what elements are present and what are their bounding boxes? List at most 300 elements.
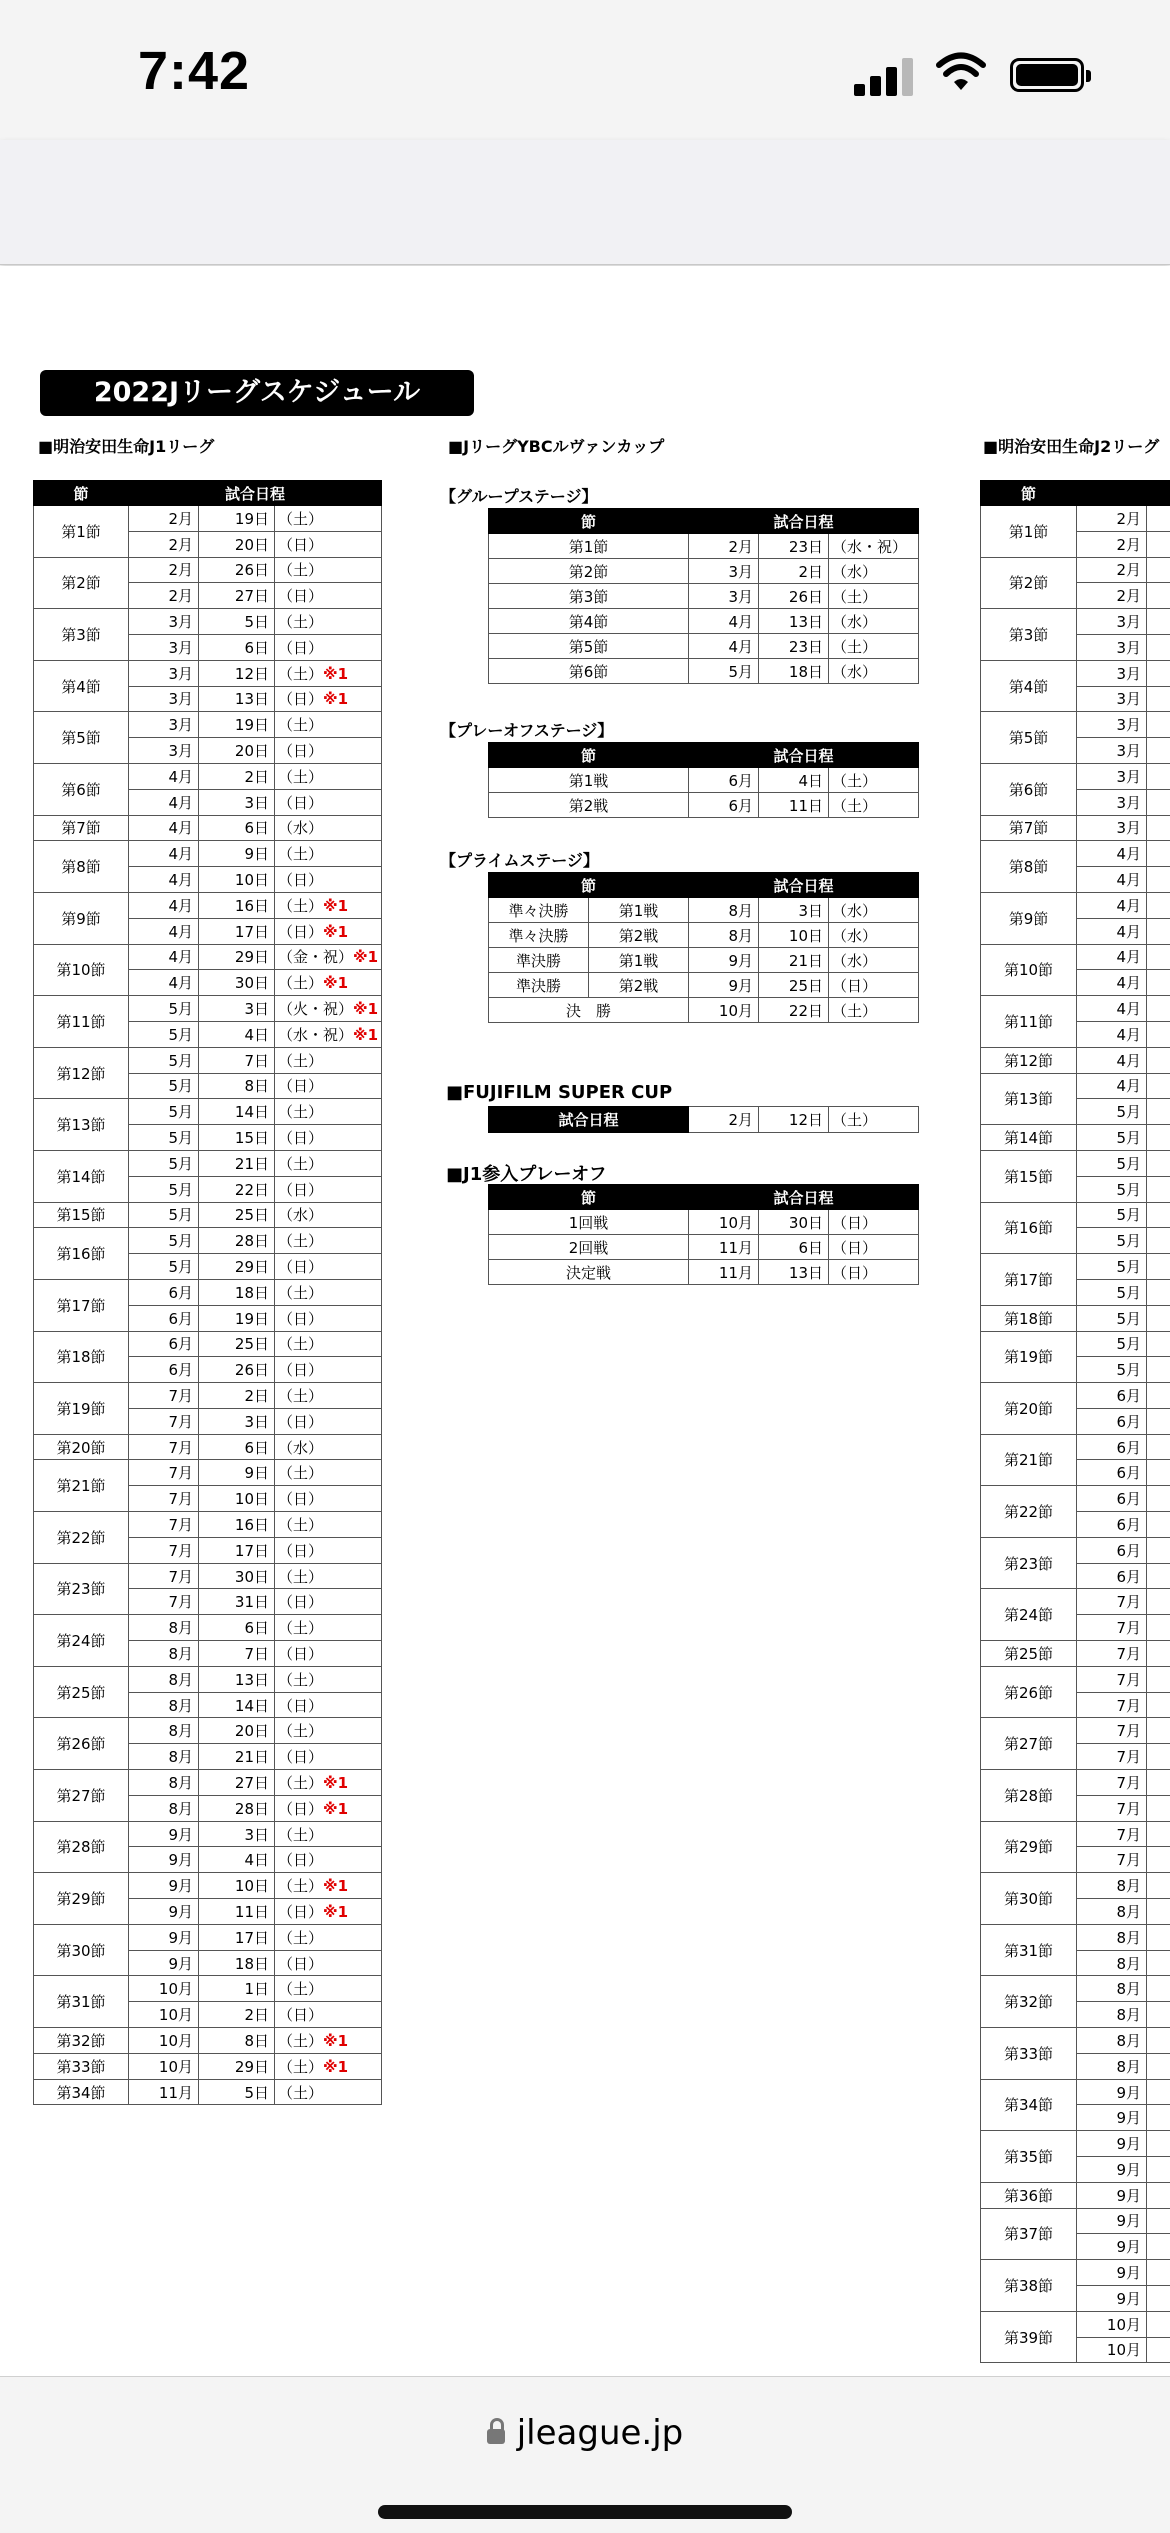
weekday-cell [275, 944, 382, 970]
section-cell: 第3節 [489, 584, 689, 609]
weekday-text: （日） [278, 1542, 323, 1560]
section-cell: 第29節 [34, 1873, 129, 1925]
weekday-cell [275, 1150, 382, 1176]
day-cell [1147, 763, 1170, 789]
day-cell [1147, 2234, 1170, 2260]
section-cell: 第24節 [34, 1615, 129, 1667]
month-cell: 4月 [129, 944, 199, 970]
day-cell: 28日 [199, 1795, 275, 1821]
url-text: jleague.jp [517, 2413, 684, 2453]
table-row [34, 1383, 382, 1409]
section-cell: 第2節 [981, 557, 1077, 609]
section-cell: 第14節 [981, 1125, 1077, 1151]
weekday-cell [275, 1357, 382, 1383]
weekday-text: （日） [278, 1645, 323, 1663]
day-cell: 31日 [199, 1589, 275, 1615]
weekday-cell [275, 1744, 382, 1770]
note-marker: ※1 [323, 2032, 348, 2050]
month-cell: 3月 [1077, 789, 1147, 815]
month-cell: 10月 [1077, 2337, 1147, 2363]
cellular-signal-icon [854, 56, 916, 96]
month-cell: 7月 [129, 1383, 199, 1409]
weekday-text: （土） [278, 1877, 323, 1895]
section-cell: 第12節 [34, 1047, 129, 1099]
day-cell: 5日 [199, 609, 275, 635]
section-cell: 第3節 [981, 609, 1077, 661]
weekday-text: （土） [278, 510, 323, 528]
weekday-cell: （土） [829, 634, 919, 659]
day-cell [1147, 1228, 1170, 1254]
section-cell: 第2戦 [489, 793, 689, 818]
note-marker: ※1 [323, 1903, 348, 1921]
section-cell: 第7節 [981, 815, 1077, 841]
day-cell: 30日 [199, 970, 275, 996]
lock-icon [487, 2429, 505, 2444]
month-cell: 9月 [1077, 2157, 1147, 2183]
j2-schedule-table [980, 480, 1170, 2363]
section-cell: 第34節 [34, 2079, 129, 2105]
day-cell: 26日 [199, 557, 275, 583]
weekday-text: （土） [278, 1671, 323, 1689]
table-row [34, 2028, 382, 2054]
section-cell: 第27節 [34, 1770, 129, 1822]
month-cell: 9月 [1077, 2234, 1147, 2260]
day-cell: 11日 [759, 793, 829, 818]
weekday-text: （日） [278, 1800, 323, 1818]
section-cell: 第11節 [981, 996, 1077, 1048]
month-cell: 7月 [1077, 1821, 1147, 1847]
day-cell: 19日 [199, 712, 275, 738]
table-row [34, 1924, 382, 1950]
day-cell: 6日 [199, 815, 275, 841]
month-cell: 3月 [1077, 815, 1147, 841]
table-row [489, 923, 919, 948]
j1playoff-table [488, 1184, 919, 1285]
weekday-text: （土） [278, 1568, 323, 1586]
table-row [981, 1770, 1170, 1796]
weekday-cell [275, 867, 382, 893]
j1-heading: ■明治安田生命J1リーグ [38, 434, 214, 457]
table-row [34, 892, 382, 918]
month-cell: 2月 [1077, 557, 1147, 583]
month-cell: 6月 [129, 1305, 199, 1331]
table-row [34, 1615, 382, 1641]
weekday-text: （土） [278, 2058, 323, 2076]
section-cell: 第27節 [981, 1718, 1077, 1770]
month-cell: 7月 [129, 1460, 199, 1486]
table-row [34, 815, 382, 841]
month-cell: 5月 [1077, 1305, 1147, 1331]
month-cell: 4月 [1077, 918, 1147, 944]
table-row [34, 1099, 382, 1125]
leg-cell: 第1戦 [589, 948, 689, 973]
weekday-cell [275, 1950, 382, 1976]
month-cell: 3月 [689, 584, 759, 609]
section-cell: 第10節 [34, 944, 129, 996]
note-marker: ※1 [353, 1000, 378, 1018]
group-stage-label: 【グループステージ】 [440, 484, 597, 507]
table-row [981, 1047, 1170, 1073]
note-marker: ※1 [323, 665, 348, 683]
month-cell: 3月 [129, 686, 199, 712]
month-cell: 3月 [129, 712, 199, 738]
day-cell [1147, 2182, 1170, 2208]
day-cell: 3日 [199, 1408, 275, 1434]
table-row [981, 1125, 1170, 1151]
weekday-text: （土） [278, 1929, 323, 1947]
home-indicator[interactable] [378, 2505, 792, 2519]
supercup-day: 12日 [759, 1107, 829, 1133]
section-cell: 第21節 [34, 1460, 129, 1512]
month-cell: 5月 [1077, 1279, 1147, 1305]
weekday-text: （土） [278, 1516, 323, 1534]
table-row [981, 2311, 1170, 2337]
browser-bottom-bar [0, 2376, 1170, 2533]
day-cell [1147, 738, 1170, 764]
month-cell: 4月 [129, 918, 199, 944]
note-marker: ※1 [323, 923, 348, 941]
month-cell: 11月 [129, 2079, 199, 2105]
schedule-document[interactable] [0, 266, 1170, 2376]
month-cell: 6月 [689, 793, 759, 818]
weekday-cell [275, 686, 382, 712]
day-cell: 25日 [199, 1331, 275, 1357]
supercup-table [488, 1106, 919, 1133]
month-cell: 8月 [1077, 1976, 1147, 2002]
section-cell: 第20節 [981, 1383, 1077, 1435]
weekday-cell [275, 531, 382, 557]
day-cell [1147, 1383, 1170, 1409]
section-cell: 第15節 [981, 1150, 1077, 1202]
month-cell: 8月 [1077, 1873, 1147, 1899]
table-row [34, 2079, 382, 2105]
month-cell: 9月 [129, 1821, 199, 1847]
month-cell: 3月 [1077, 738, 1147, 764]
table-row [981, 1976, 1170, 2002]
weekday-text: （日） [278, 1955, 323, 1973]
weekday-cell [275, 712, 382, 738]
prime-stage-table [488, 872, 919, 1023]
day-cell [1147, 1176, 1170, 1202]
weekday-text: （土） [278, 613, 323, 631]
month-cell: 7月 [1077, 1692, 1147, 1718]
table-row [34, 1821, 382, 1847]
weekday-text: （土） [278, 1826, 323, 1844]
section-cell: 第33節 [34, 2053, 129, 2079]
month-cell: 9月 [1077, 2285, 1147, 2311]
month-cell: 7月 [129, 1512, 199, 1538]
supercup-heading: ■FUJIFILM SUPER CUP [446, 1082, 672, 1103]
month-cell: 7月 [129, 1537, 199, 1563]
table-row [34, 1047, 382, 1073]
weekday-cell [275, 1460, 382, 1486]
section-cell: 第8節 [34, 841, 129, 893]
weekday-text: （日） [278, 1258, 323, 1276]
table-row [34, 2053, 382, 2079]
section-cell: 第28節 [981, 1770, 1077, 1822]
section-cell: 第34節 [981, 2079, 1077, 2131]
month-cell: 6月 [129, 1279, 199, 1305]
day-cell [1147, 1563, 1170, 1589]
section-cell: 第19節 [34, 1383, 129, 1435]
day-cell: 10日 [199, 1486, 275, 1512]
table-row [489, 534, 919, 559]
table-row [981, 1486, 1170, 1512]
battery-icon [1010, 58, 1084, 92]
month-cell: 9月 [129, 1924, 199, 1950]
weekday-cell [275, 2002, 382, 2028]
section-cell: 第8節 [981, 841, 1077, 893]
weekday-text: （日） [278, 1851, 323, 1869]
day-cell [1147, 1847, 1170, 1873]
day-cell: 22日 [199, 1176, 275, 1202]
month-cell: 10月 [129, 2028, 199, 2054]
table-row [489, 609, 919, 634]
weekday-text: （土） [278, 1619, 323, 1637]
cup-heading: ■JリーグYBCルヴァンカップ [448, 434, 664, 457]
month-cell: 6月 [689, 768, 759, 793]
section-cell: 第31節 [981, 1924, 1077, 1976]
weekday-cell: （土） [829, 584, 919, 609]
month-cell: 5月 [1077, 1228, 1147, 1254]
section-cell: 第19節 [981, 1331, 1077, 1383]
month-cell: 9月 [1077, 2208, 1147, 2234]
day-cell [1147, 1357, 1170, 1383]
weekday-text: （日） [278, 1490, 323, 1508]
month-cell: 7月 [129, 1486, 199, 1512]
weekday-text: （日） [278, 1181, 323, 1199]
day-cell: 23日 [759, 534, 829, 559]
table-row [489, 898, 919, 923]
weekday-cell [275, 763, 382, 789]
table-row [34, 1512, 382, 1538]
day-cell [1147, 1795, 1170, 1821]
weekday-cell [275, 1899, 382, 1925]
table-row [489, 1260, 919, 1285]
weekday-cell [275, 738, 382, 764]
section-cell: 第26節 [981, 1666, 1077, 1718]
weekday-text: （日） [278, 536, 323, 554]
section-cell: 第2節 [34, 557, 129, 609]
day-cell [1147, 1770, 1170, 1796]
weekday-cell [275, 557, 382, 583]
note-marker: ※1 [323, 2058, 348, 2076]
day-cell [1147, 1744, 1170, 1770]
weekday-text: （土） [278, 2084, 323, 2102]
month-cell: 4月 [1077, 1021, 1147, 1047]
month-cell: 7月 [129, 1434, 199, 1460]
weekday-cell [275, 1125, 382, 1151]
table-row [981, 506, 1170, 532]
month-cell: 4月 [1077, 867, 1147, 893]
col-header-section: 節 [34, 481, 129, 506]
table-row [34, 1460, 382, 1486]
j2-heading: ■明治安田生命J2リーグ [983, 434, 1159, 457]
weekday-cell: （土） [829, 768, 919, 793]
section-cell: 第5節 [981, 712, 1077, 764]
table-row [34, 1150, 382, 1176]
weekday-cell: （水・祝） [829, 534, 919, 559]
weekday-text: （日） [278, 1077, 323, 1095]
day-cell: 8日 [199, 2028, 275, 2054]
day-cell [1147, 634, 1170, 660]
table-row [34, 660, 382, 686]
table-row [981, 2028, 1170, 2054]
weekday-cell [275, 1305, 382, 1331]
section-cell: 第32節 [34, 2028, 129, 2054]
day-cell: 6日 [199, 1615, 275, 1641]
day-cell [1147, 2053, 1170, 2079]
month-cell: 6月 [129, 1357, 199, 1383]
day-cell: 14日 [199, 1692, 275, 1718]
day-cell: 17日 [199, 918, 275, 944]
weekday-cell: （水） [829, 559, 919, 584]
weekday-cell [275, 1176, 382, 1202]
table-row [34, 1279, 382, 1305]
day-cell [1147, 2285, 1170, 2311]
day-cell [1147, 1305, 1170, 1331]
weekday-cell [275, 815, 382, 841]
month-cell: 7月 [1077, 1666, 1147, 1692]
section-cell: 第5節 [489, 634, 689, 659]
section-cell: 第1節 [489, 534, 689, 559]
day-cell: 30日 [759, 1210, 829, 1235]
day-cell: 6日 [199, 634, 275, 660]
weekday-cell [275, 634, 382, 660]
day-cell: 2日 [199, 2002, 275, 2028]
weekday-text: （土） [278, 1464, 323, 1482]
table-row [981, 996, 1170, 1022]
section-cell: 第33節 [981, 2028, 1077, 2080]
section-cell: 第31節 [34, 1976, 129, 2028]
month-cell: 5月 [1077, 1202, 1147, 1228]
col-header-dates: 試合日程 [689, 873, 919, 898]
address-bar[interactable] [0, 2413, 1170, 2453]
weekday-cell [275, 1795, 382, 1821]
month-cell: 7月 [1077, 1641, 1147, 1667]
table-row [489, 659, 919, 684]
col-header-section: 節 [489, 509, 689, 534]
day-cell [1147, 1125, 1170, 1151]
prime-stage-label: 【プライムステージ】 [440, 848, 599, 871]
table-row [981, 2079, 1170, 2105]
section-cell: 第12節 [981, 1047, 1077, 1073]
month-cell: 3月 [1077, 763, 1147, 789]
weekday-text: （日） [278, 2006, 323, 2024]
day-cell: 25日 [759, 973, 829, 998]
weekday-text: （土） [278, 1232, 323, 1250]
month-cell: 5月 [129, 1202, 199, 1228]
day-cell [1147, 1718, 1170, 1744]
month-cell: 4月 [1077, 944, 1147, 970]
weekday-cell: （水） [829, 659, 919, 684]
round-cell: 準々決勝 [489, 923, 589, 948]
day-cell [1147, 1692, 1170, 1718]
weekday-cell: （日） [829, 1235, 919, 1260]
month-cell: 5月 [129, 1228, 199, 1254]
month-cell: 4月 [129, 815, 199, 841]
section-cell: 第13節 [981, 1073, 1077, 1125]
section-cell: 第2節 [489, 559, 689, 584]
month-cell: 9月 [129, 1847, 199, 1873]
weekday-text: （日） [278, 742, 323, 760]
month-cell: 9月 [1077, 2182, 1147, 2208]
weekday-text: （土） [278, 768, 323, 786]
weekday-cell [275, 1047, 382, 1073]
day-cell [1147, 1460, 1170, 1486]
table-row [981, 2131, 1170, 2157]
section-cell: 第1節 [34, 506, 129, 558]
section-cell: 第23節 [981, 1537, 1077, 1589]
round-cell: 決 勝 [489, 998, 689, 1023]
weekday-text: （日） [278, 1361, 323, 1379]
day-cell: 21日 [199, 1150, 275, 1176]
day-cell: 13日 [759, 609, 829, 634]
day-cell: 4日 [199, 1021, 275, 1047]
month-cell: 4月 [1077, 841, 1147, 867]
section-cell: 第6節 [34, 763, 129, 815]
weekday-text: （日） [278, 1310, 323, 1328]
weekday-cell [275, 2053, 382, 2079]
day-cell [1147, 918, 1170, 944]
month-cell: 8月 [689, 898, 759, 923]
weekday-text: （日） [278, 1697, 323, 1715]
day-cell [1147, 712, 1170, 738]
table-row [34, 1718, 382, 1744]
weekday-cell: （日） [829, 1260, 919, 1285]
month-cell: 5月 [1077, 1150, 1147, 1176]
day-cell: 20日 [199, 738, 275, 764]
weekday-text: （日） [278, 1748, 323, 1766]
weekday-cell [275, 1254, 382, 1280]
month-cell: 9月 [129, 1873, 199, 1899]
day-cell [1147, 2131, 1170, 2157]
table-row [981, 1150, 1170, 1176]
day-cell [1147, 1486, 1170, 1512]
section-cell: 第38節 [981, 2260, 1077, 2312]
section-cell: 第36節 [981, 2182, 1077, 2208]
weekday-cell [275, 996, 382, 1022]
day-cell [1147, 1821, 1170, 1847]
day-cell [1147, 789, 1170, 815]
month-cell: 6月 [129, 1331, 199, 1357]
weekday-cell [275, 1666, 382, 1692]
weekday-text: （土） [278, 1335, 323, 1353]
month-cell: 4月 [689, 609, 759, 634]
section-cell: 2回戦 [489, 1235, 689, 1260]
day-cell: 27日 [199, 583, 275, 609]
month-cell: 6月 [1077, 1486, 1147, 1512]
leg-cell: 第1戦 [589, 898, 689, 923]
day-cell [1147, 1099, 1170, 1125]
wifi-icon [936, 50, 986, 94]
month-cell: 2月 [129, 583, 199, 609]
month-cell: 5月 [1077, 1357, 1147, 1383]
day-cell: 3日 [199, 789, 275, 815]
day-cell: 18日 [199, 1950, 275, 1976]
month-cell: 9月 [689, 973, 759, 998]
day-cell [1147, 506, 1170, 532]
col-header-dates: 試合日程 [689, 743, 919, 768]
day-cell [1147, 1641, 1170, 1667]
month-cell: 4月 [129, 892, 199, 918]
weekday-text: （日） [278, 1903, 323, 1921]
month-cell: 4月 [1077, 1047, 1147, 1073]
col-header-dates: 試合日程 [689, 1185, 919, 1210]
month-cell: 5月 [129, 1150, 199, 1176]
section-cell: 第23節 [34, 1563, 129, 1615]
weekday-text: （水） [278, 819, 323, 837]
